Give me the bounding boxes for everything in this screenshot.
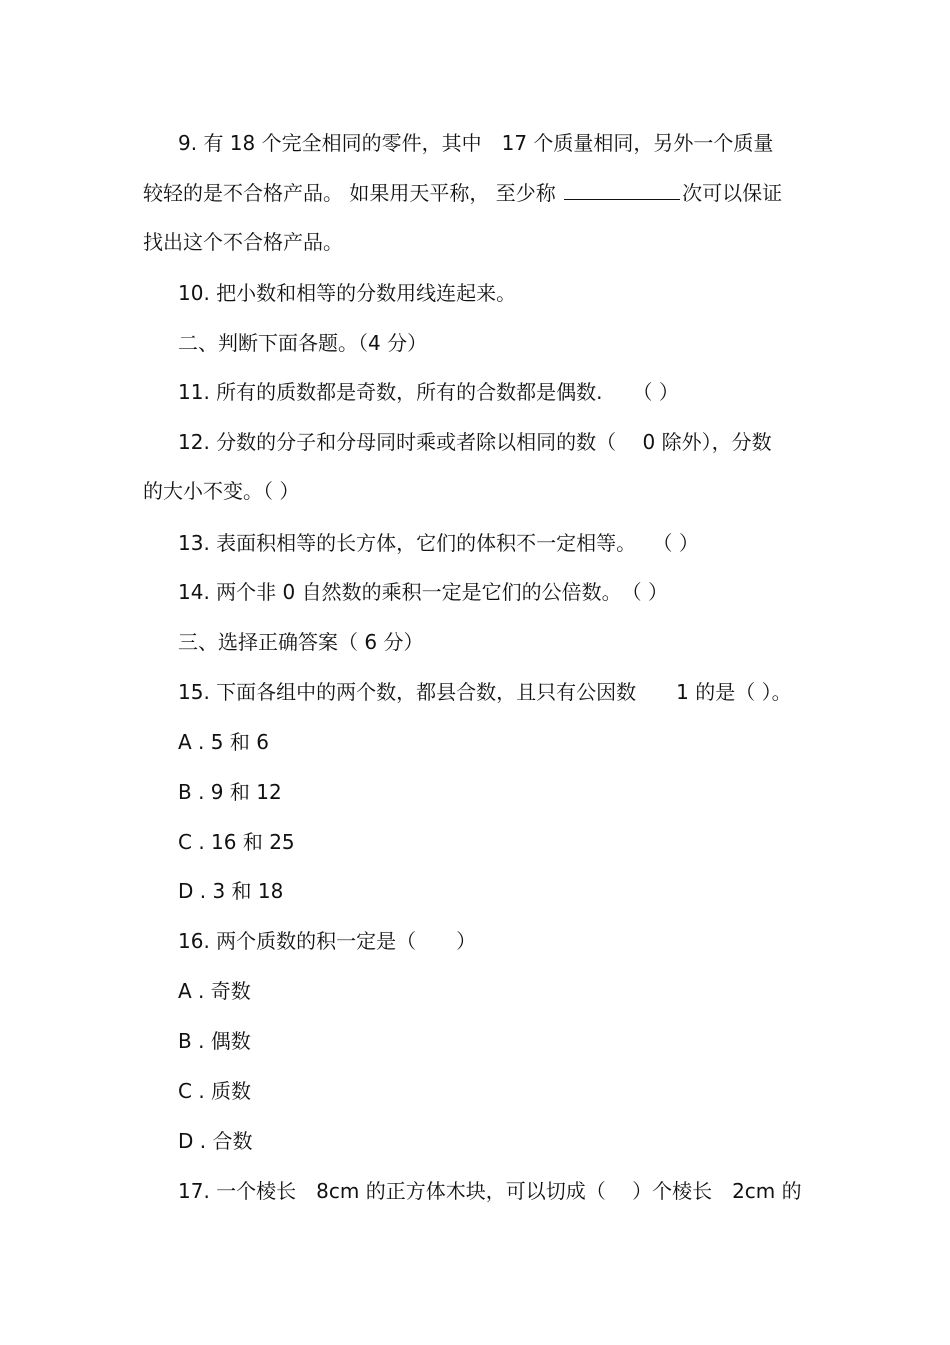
q15-option-a: A . 5 和 6 — [178, 730, 269, 754]
q9-line-2-tail: 次可以保证 — [682, 181, 783, 205]
q16-option-d: D . 合数 — [178, 1129, 253, 1153]
section-2-heading: 二、判断下面各题。（4 分） — [178, 331, 428, 355]
q15-stem: 15. 下面各组中的两个数，都县合数，且只有公因数 1 的是（ ）。 — [178, 680, 792, 704]
section-3-heading: 三、选择正确答案（ 6 分） — [178, 630, 424, 654]
q15-option-b: B . 9 和 12 — [178, 780, 282, 804]
q9-line-2-text: 较轻的是不合格产品。 如果用天平称， 至少称 — [143, 181, 563, 205]
q9-line-3: 找出这个不合格产品。 — [143, 230, 343, 254]
q15-option-d: D . 3 和 18 — [178, 879, 284, 903]
q13: 13. 表面积相等的长方体，它们的体积不一定相等。 （ ） — [178, 531, 699, 555]
q11: 11. 所有的质数都是奇数，所有的合数都是偶数. （ ） — [178, 380, 679, 404]
q9-line-2 — [143, 180, 782, 206]
q9-line-1: 9. 有 18 个完全相同的零件，其中 17 个质量相同，另外一个质量 — [178, 131, 774, 155]
q16-stem: 16. 两个质数的积一定是（ ） — [178, 929, 477, 953]
q16-option-b: B . 偶数 — [178, 1029, 251, 1053]
q9-answer-blank[interactable] — [564, 181, 680, 200]
q14: 14. 两个非 0 自然数的乘积一定是它们的公倍数。 （ ） — [178, 580, 668, 604]
q17-stem: 17. 一个棱长 8cm 的正方体木块，可以切成（ ）个棱长 2cm 的 — [178, 1179, 802, 1203]
q16-option-c: C . 质数 — [178, 1079, 252, 1103]
q12-line-2: 的大小不变。（ ） — [143, 479, 300, 503]
q15-option-c: C . 16 和 25 — [178, 830, 295, 854]
q10: 10. 把小数和相等的分数用线连起来。 — [178, 281, 517, 305]
q16-option-a: A . 奇数 — [178, 979, 251, 1003]
q12-line-1: 12. 分数的分子和分母同时乘或者除以相同的数（ 0 除外），分数 — [178, 430, 772, 454]
